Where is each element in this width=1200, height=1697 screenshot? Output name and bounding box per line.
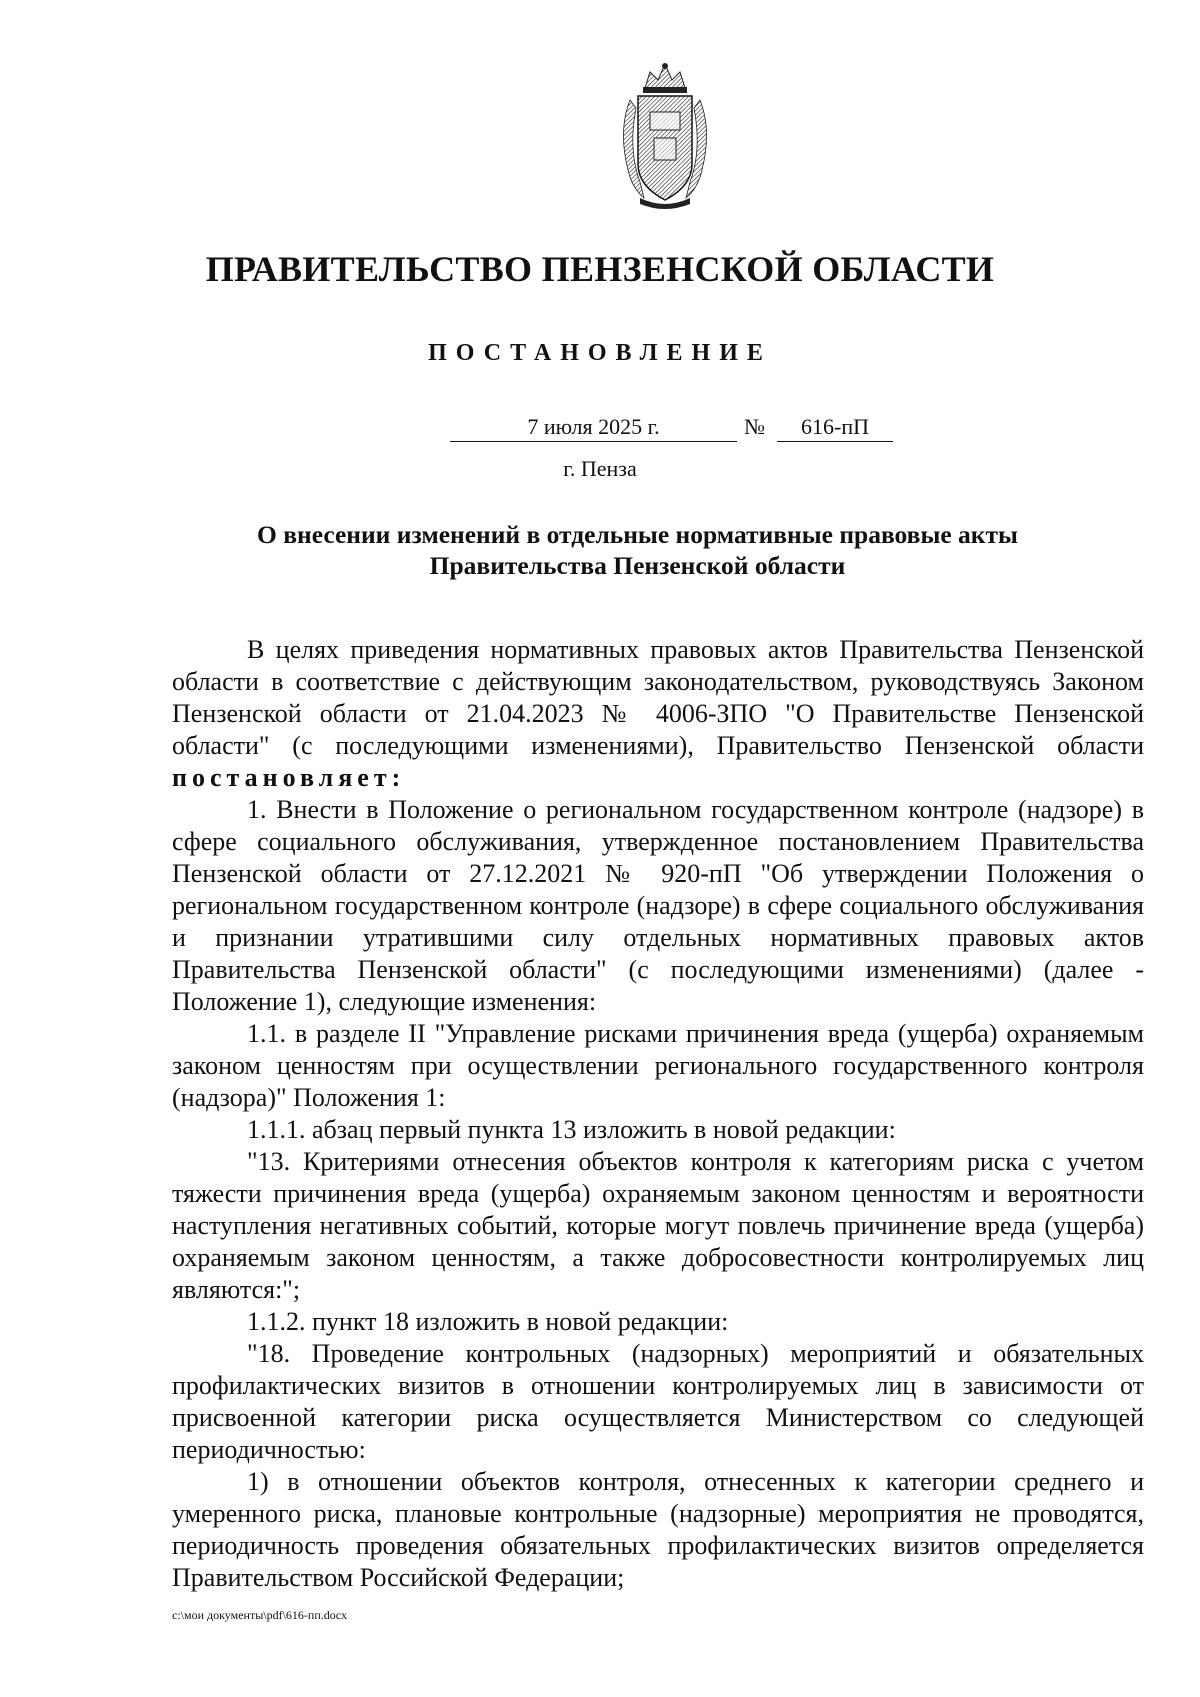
paragraph-18-text: "18. Проведение контрольных (надзорных) мероприятий и обязательных профилактических визитов в отношении контролируемых лиц в зависимости от присвоенной категории риска осуществляется Министерством со следующей периодичностью:	[172, 1339, 1144, 1464]
document-date: 7 июля 2025 г.	[450, 414, 737, 442]
preamble-text: В целях приведения нормативных правовых актов Правительства Пензенской области в соответствие с действующим законодательством, руководствуясь Законом Пензенской области от 21.04.2023 № 4006-ЗПО "О Правительстве Пензенской области" (с последующими изменениями), Правительство Пензенской области	[172, 635, 1144, 760]
document-subject	[170, 519, 1105, 581]
file-path-footer: c:\мои документы\pdf\616-пп.docx	[172, 1608, 348, 1622]
paragraph-1: 1. Внести в Положение о региональном государственном контроле (надзоре) в сфере социального обслуживания, утвержденное постановлением Правительства Пензенской области от 27.12.2021 № 920-пП "Об утверждении Положения о региональном государственном контроле (надзоре) в сфере социального обслуживания и признании утратившими силу отдельных нормативных правовых актов Правительства Пензенской области" (с последующими изменениями) (далее - Положение 1), следующие изменения:	[172, 795, 1144, 1016]
document-number: 616-пП	[777, 414, 893, 442]
city: г. Пенза	[563, 456, 637, 481]
paragraph-1-1: 1.1. в разделе II "Управление рисками причинения вреда (ущерба) охраняемым законом ценностям при осуществлении регионального государственного контроля (надзора)" Положения 1:	[172, 1019, 1144, 1112]
document-type: ПОСТАНОВЛЕНИЕ	[428, 340, 772, 366]
number-sign: №	[744, 414, 765, 439]
paragraph-18-item-1: 1) в отношении объектов контроля, отнесенных к категории среднего и умеренного риска, плановые контрольные (надзорные) мероприятия не проводятся, периодичность проведения обязательных профилактических визитов определяется Правительством Российской Федерации;	[172, 1467, 1144, 1592]
paragraph-1-1-2: 1.1.2. пункт 18 изложить в новой редакции:	[247, 1307, 729, 1336]
paragraph-1-1-1: 1.1.1. абзац первый пункта 13 изложить в новой редакции:	[247, 1115, 896, 1144]
document-body	[172, 634, 1144, 1594]
government-title: ПРАВИТЕЛЬСТВО ПЕНЗЕНСКОЙ ОБЛАСТИ	[205, 249, 995, 289]
decree-word: постановляет:	[172, 763, 406, 792]
preamble-paragraph	[172, 634, 1144, 794]
paragraph-13-text: "13. Критериями отнесения объектов контроля к категориям риска с учетом тяжести причинения вреда (ущерба) охраняемым законом ценностям и вероятности наступления негативных событий, которые могут повлечь причинение вреда (ущерба) охраняемым законом ценностям, а также добросовестности контролируемых лиц являются:";	[172, 1147, 1144, 1304]
subject-line-1: О внесении изменений в отдельные нормативные правовые акты	[257, 520, 1018, 549]
coat-of-arms-emblem	[610, 60, 720, 210]
subject-line-2: Правительства Пензенской области	[429, 551, 846, 580]
